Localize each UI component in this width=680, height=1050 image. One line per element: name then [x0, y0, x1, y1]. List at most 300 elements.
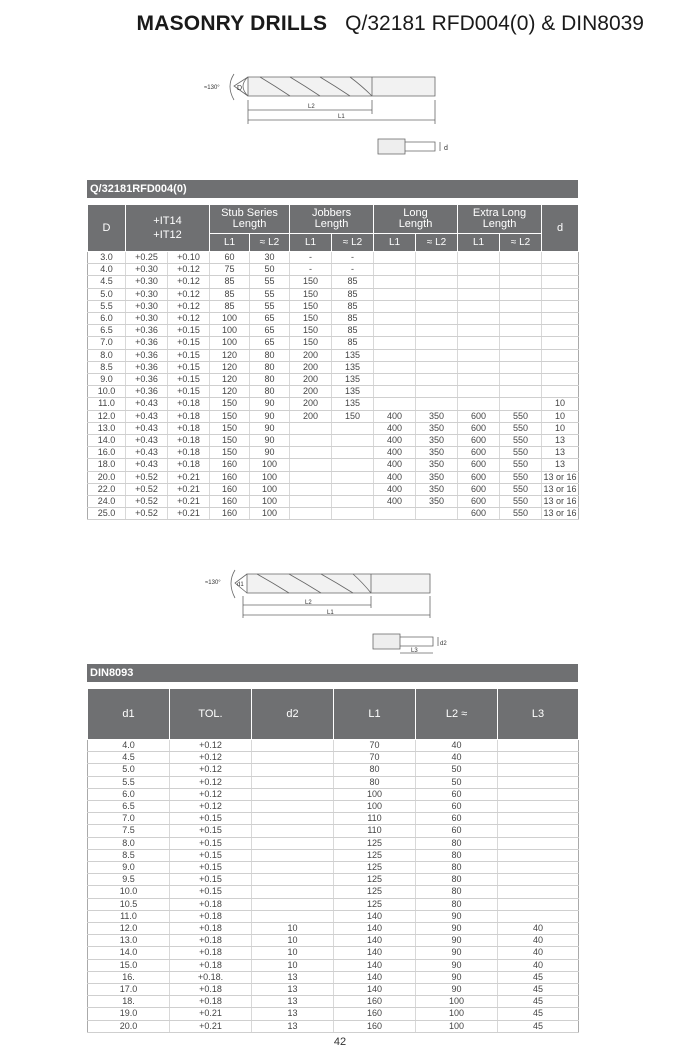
table-cell: 60 [416, 813, 498, 825]
table-row [88, 837, 579, 849]
header-d: D [88, 205, 126, 252]
table-row [88, 764, 579, 776]
table-cell [416, 300, 458, 312]
table-cell: 13 or 16 [543, 471, 577, 482]
table-din8093 [87, 688, 579, 1033]
table-cell [332, 471, 374, 483]
table-cell: 600 [458, 459, 500, 471]
table-cell: +0.18 [170, 910, 252, 922]
table-cell: +0.15 [170, 849, 252, 861]
table-cell [498, 801, 579, 813]
table-cell [374, 325, 416, 337]
table-cell: 45 [498, 984, 579, 996]
table-cell [332, 508, 374, 520]
table-cell: 45 [498, 1020, 579, 1032]
table-cell [458, 313, 500, 325]
table-cell: 90 [416, 910, 498, 922]
table-cell [416, 349, 458, 361]
table-cell: 350 [416, 435, 458, 447]
table-cell [458, 276, 500, 288]
table-cell: 60 [416, 825, 498, 837]
table-cell: 90 [416, 935, 498, 947]
table-cell: 13 [252, 1020, 334, 1032]
table-cell [498, 910, 579, 922]
table-cell [252, 801, 334, 813]
table-cell [374, 349, 416, 361]
table-cell: +0.18 [170, 935, 252, 947]
table-cell: 85 [332, 325, 374, 337]
table-cell: +0.12 [170, 764, 252, 776]
table-row [88, 752, 579, 764]
table-cell: 90 [250, 447, 290, 459]
table-cell: - [332, 264, 374, 276]
table-cell: 13 [252, 996, 334, 1008]
table-cell: 100 [334, 788, 416, 800]
table-cell: +0.36 [126, 337, 168, 349]
table-cell: 40 [498, 947, 579, 959]
table-cell [500, 337, 542, 349]
table-cell: +0.18 [170, 898, 252, 910]
table-cell [498, 825, 579, 837]
table-cell [374, 398, 416, 410]
table-cell: 160 [210, 471, 250, 483]
table-cell: 90 [250, 410, 290, 422]
table-cell: 90 [416, 971, 498, 983]
table-cell: 13 [542, 447, 579, 459]
table-row [88, 435, 579, 447]
table-cell: 600 [458, 447, 500, 459]
table-cell [252, 837, 334, 849]
table-cell: 400 [374, 459, 416, 471]
table-cell: 10 [252, 923, 334, 935]
table-row [88, 459, 579, 471]
table-cell [500, 252, 542, 264]
table-cell: +0.18 [168, 422, 210, 434]
table-cell: 45 [498, 1008, 579, 1020]
table-cell: 45 [498, 996, 579, 1008]
table-cell: 125 [334, 862, 416, 874]
header-extra-long: Extra Long Length [458, 205, 542, 234]
table-cell [498, 752, 579, 764]
table-cell: 85 [210, 288, 250, 300]
header-jobbers: Jobbers Length [290, 205, 374, 234]
l2-label-1: L2 [308, 104, 315, 110]
table-row [88, 313, 579, 325]
table-cell [542, 361, 579, 373]
table-cell: +0.18 [168, 447, 210, 459]
table-cell: 85 [210, 300, 250, 312]
header-d1: d1 [88, 689, 170, 740]
table-cell: +0.15 [170, 837, 252, 849]
table-cell: 400 [374, 496, 416, 508]
table-cell: 100 [334, 801, 416, 813]
table-cell: 13 [252, 1008, 334, 1020]
table-cell: 18. [88, 996, 170, 1008]
table-cell: +0.15 [170, 862, 252, 874]
table-cell: 350 [416, 496, 458, 508]
table-cell: +0.12 [170, 788, 252, 800]
table-row [88, 386, 579, 398]
table-cell: +0.21 [170, 1020, 252, 1032]
table-row [88, 996, 579, 1008]
table-cell: 70 [334, 752, 416, 764]
table-cell [416, 386, 458, 398]
table-cell: 600 [458, 508, 500, 520]
table-cell: +0.18 [170, 947, 252, 959]
table-cell: 90 [416, 947, 498, 959]
table-cell: 400 [374, 447, 416, 459]
table-cell: +0.18 [168, 398, 210, 410]
table-cell: 200 [290, 398, 332, 410]
table-cell [252, 788, 334, 800]
table-cell [500, 349, 542, 361]
table-row [88, 947, 579, 959]
table-cell: 140 [334, 910, 416, 922]
table-row [88, 874, 579, 886]
table-cell: 200 [290, 361, 332, 373]
table-cell: - [290, 264, 332, 276]
table-cell: +0.30 [126, 264, 168, 276]
table-cell [500, 325, 542, 337]
table-cell: 125 [334, 874, 416, 886]
header-l2: ≈ L2 [500, 234, 542, 252]
angle-label-1: ≈130° [204, 85, 220, 91]
table-cell: +0.30 [126, 288, 168, 300]
table-cell: 14.0 [88, 435, 126, 447]
table-cell: 100 [250, 483, 290, 495]
table-cell [542, 313, 579, 325]
table-row [88, 740, 579, 752]
table-cell: 550 [500, 471, 542, 483]
table-cell: +0.36 [126, 349, 168, 361]
header-l2: ≈ L2 [416, 234, 458, 252]
table-cell: 150 [210, 398, 250, 410]
table-cell: 120 [210, 349, 250, 361]
table-cell: 80 [250, 349, 290, 361]
table-cell: 100 [210, 325, 250, 337]
table-cell: +0.18 [168, 435, 210, 447]
table-cell: +0.18 [170, 959, 252, 971]
table-row [88, 776, 579, 788]
table-cell: 600 [458, 483, 500, 495]
table-cell: 11.0 [88, 398, 126, 410]
table-row [88, 361, 579, 373]
table-cell: +0.30 [126, 276, 168, 288]
table-cell: 80 [334, 776, 416, 788]
table-cell [290, 435, 332, 447]
table-cell: 400 [374, 471, 416, 483]
table-row [88, 496, 579, 508]
header-long: Long Length [374, 205, 458, 234]
table-cell: 9.5 [88, 874, 170, 886]
table-cell [458, 374, 500, 386]
d2-label-2: d2 [440, 641, 447, 647]
table-cell: 5.5 [88, 776, 170, 788]
table-cell [374, 386, 416, 398]
table-cell: +0.12 [168, 300, 210, 312]
table-cell: +0.52 [126, 496, 168, 508]
table-cell: 13 or 16 [543, 496, 577, 507]
table-cell: 600 [458, 410, 500, 422]
header-stub: Stub Series Length [210, 205, 290, 234]
table-cell: +0.12 [170, 776, 252, 788]
table-cell: 350 [416, 459, 458, 471]
table-cell [290, 422, 332, 434]
table-cell [498, 886, 579, 898]
table-cell [500, 264, 542, 276]
table-cell [290, 459, 332, 471]
table-cell: +0.52 [126, 508, 168, 520]
table-cell: 85 [332, 288, 374, 300]
table-row [88, 447, 579, 459]
table-row [88, 508, 579, 520]
table-row [88, 349, 579, 361]
l2-label-2: L2 [305, 600, 312, 606]
table-cell [416, 398, 458, 410]
table-row [88, 813, 579, 825]
table-cell: 85 [210, 276, 250, 288]
table-cell: 22.0 [88, 483, 126, 495]
table-cell [458, 300, 500, 312]
table-cell: 160 [210, 508, 250, 520]
table-cell: 55 [250, 288, 290, 300]
table-cell: +0.43 [126, 435, 168, 447]
table-cell: 16. [88, 971, 170, 983]
table-cell: 140 [334, 947, 416, 959]
table-cell: 40 [416, 752, 498, 764]
table-cell: +0.15 [168, 361, 210, 373]
table-cell [252, 752, 334, 764]
table-cell [500, 300, 542, 312]
table-cell: 75 [210, 264, 250, 276]
table-cell [374, 508, 416, 520]
table-row [88, 910, 579, 922]
table-cell: +0.10 [168, 252, 210, 264]
table-cell: +0.12 [170, 801, 252, 813]
table-q32181 [87, 204, 579, 520]
angle-label-2: ≈130° [205, 580, 221, 586]
table-cell: 600 [458, 422, 500, 434]
table-cell: 55 [250, 300, 290, 312]
table-cell [542, 276, 579, 288]
table-cell: 160 [334, 996, 416, 1008]
table-cell [416, 252, 458, 264]
table-cell: 7.5 [88, 825, 170, 837]
table-cell: 100 [250, 496, 290, 508]
table-cell: 65 [250, 337, 290, 349]
table-cell: 100 [250, 508, 290, 520]
table-cell: 14.0 [88, 947, 170, 959]
table-cell [500, 386, 542, 398]
section-title-din8093: DIN8093 [87, 664, 578, 682]
table-cell: 80 [250, 361, 290, 373]
table-cell: +0.12 [168, 288, 210, 300]
header-l2: L2 ≈ [416, 689, 498, 740]
table-cell: 350 [416, 471, 458, 483]
table-cell: 12.0 [88, 410, 126, 422]
table-cell: 90 [250, 398, 290, 410]
table-cell: 160 [334, 1008, 416, 1020]
table-cell: +0.21 [168, 471, 210, 483]
table-cell: +0.43 [126, 459, 168, 471]
table-cell: 10 [542, 422, 579, 434]
table-cell: 100 [416, 996, 498, 1008]
table-cell: +0.18 [170, 923, 252, 935]
table-cell: 85 [332, 337, 374, 349]
table-cell [498, 788, 579, 800]
header-l3: L3 [498, 689, 579, 740]
table-cell: 13 [542, 459, 579, 471]
table-cell [542, 300, 579, 312]
table-cell [416, 276, 458, 288]
table-cell: 400 [374, 422, 416, 434]
table-row [88, 410, 579, 422]
table-cell [458, 398, 500, 410]
header-d2: d2 [252, 689, 334, 740]
table-cell: +0.36 [126, 361, 168, 373]
table-cell [542, 252, 579, 264]
table-cell: 13 [252, 984, 334, 996]
table-cell: 150 [210, 447, 250, 459]
header-l1: L1 [290, 234, 332, 252]
table-cell [542, 337, 579, 349]
table-cell: 140 [334, 959, 416, 971]
table-cell [416, 288, 458, 300]
table-cell: +0.15 [170, 825, 252, 837]
table-cell: 10.0 [88, 886, 170, 898]
header-shank-d: d [542, 205, 579, 252]
table-cell: +0.15 [170, 886, 252, 898]
table-cell: 550 [500, 435, 542, 447]
table-cell [458, 337, 500, 349]
header-tolerance: +IT14 +IT12 [126, 205, 210, 252]
table-cell: 10.5 [88, 898, 170, 910]
table-cell: 5.5 [88, 300, 126, 312]
table-cell: 55 [250, 276, 290, 288]
table-row [88, 483, 579, 495]
table-cell: +0.12 [168, 276, 210, 288]
table-row [88, 849, 579, 861]
table-cell [374, 288, 416, 300]
title-standards: Q/32181 RFD004(0) & DIN8039 [345, 12, 644, 35]
table-cell: 80 [416, 862, 498, 874]
table-row [88, 935, 579, 947]
table-cell: 400 [374, 435, 416, 447]
table-cell: 16.0 [88, 447, 126, 459]
table-cell: 60 [210, 252, 250, 264]
table-cell: 350 [416, 483, 458, 495]
table-cell: 11.0 [88, 910, 170, 922]
table-cell: 13 or 16 [543, 508, 577, 519]
table-cell: +0.12 [168, 264, 210, 276]
table-cell: 100 [210, 337, 250, 349]
l1-label-1: L1 [338, 114, 345, 120]
table-cell [500, 288, 542, 300]
table-cell: 8.5 [88, 361, 126, 373]
table-cell [374, 361, 416, 373]
table-cell: +0.15 [168, 374, 210, 386]
table-cell: +0.36 [126, 386, 168, 398]
table-cell [252, 910, 334, 922]
table-cell: 80 [250, 374, 290, 386]
table-row [88, 300, 579, 312]
table-cell: 5.0 [88, 764, 170, 776]
table-cell: +0.21 [168, 483, 210, 495]
table-cell: 65 [250, 325, 290, 337]
table-row [88, 898, 579, 910]
table-cell [374, 374, 416, 386]
table-cell: +0.36 [126, 374, 168, 386]
table-cell: 100 [416, 1008, 498, 1020]
table-cell: 60 [416, 801, 498, 813]
table-cell: 80 [416, 837, 498, 849]
table-cell: 125 [334, 849, 416, 861]
table-cell: +0.21 [170, 1008, 252, 1020]
table-cell: 120 [210, 386, 250, 398]
table-cell: 135 [332, 386, 374, 398]
header-tol: TOL. [170, 689, 252, 740]
table-cell [458, 361, 500, 373]
table-cell [332, 496, 374, 508]
table-row [88, 374, 579, 386]
table-cell [542, 264, 579, 276]
table-cell: 150 [290, 300, 332, 312]
table-cell: 8.0 [88, 837, 170, 849]
table-cell: +0.18. [170, 971, 252, 983]
table-cell: 80 [416, 874, 498, 886]
table-row [88, 1008, 579, 1020]
table-cell: +0.43 [126, 410, 168, 422]
table-cell: 15.0 [88, 959, 170, 971]
table-cell: 13.0 [88, 935, 170, 947]
table-cell: 200 [290, 374, 332, 386]
table-cell: 90 [416, 984, 498, 996]
table-cell: 150 [290, 288, 332, 300]
shank-label-1: d [444, 145, 448, 152]
table-cell: +0.18 [170, 996, 252, 1008]
table-cell: 85 [332, 313, 374, 325]
table-cell: - [290, 252, 332, 264]
section-title-q32181: Q/32181RFD004(0) [87, 180, 578, 198]
table-cell: 7.0 [88, 813, 170, 825]
table-cell: 13.0 [88, 422, 126, 434]
table-cell [498, 874, 579, 886]
table-cell: 65 [250, 313, 290, 325]
table-cell [252, 862, 334, 874]
table-cell: 50 [250, 264, 290, 276]
table-cell: 40 [416, 740, 498, 752]
table-cell: 8.5 [88, 849, 170, 861]
table-cell: 350 [416, 410, 458, 422]
table-row [88, 288, 579, 300]
table-cell: +0.43 [126, 447, 168, 459]
table-cell: +0.15 [168, 337, 210, 349]
table-cell [374, 276, 416, 288]
table-cell: 150 [210, 435, 250, 447]
table-cell: 140 [334, 923, 416, 935]
table-cell: +0.21 [168, 496, 210, 508]
table-cell [290, 471, 332, 483]
table-cell [252, 740, 334, 752]
table-cell: 135 [332, 374, 374, 386]
table-cell: +0.15 [168, 386, 210, 398]
table-cell: 45 [498, 971, 579, 983]
table-cell: +0.30 [126, 313, 168, 325]
table-row [88, 825, 579, 837]
page-number: 42 [333, 1036, 347, 1048]
table-cell: 8.0 [88, 349, 126, 361]
drill-diagram-1 [190, 62, 470, 162]
